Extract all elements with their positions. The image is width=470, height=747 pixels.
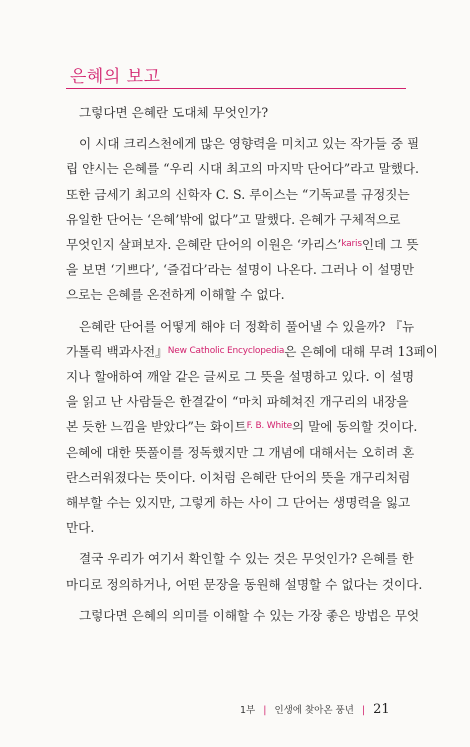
text-line-main: 무엇인지 살펴보자. 은혜란 단어의 이원은 ‘카리스’ — [66, 237, 342, 253]
original-term-note: New Catholic Encyclopedia — [167, 345, 285, 356]
text-line-main: 은혜란 단어를 어떻게 해야 더 정확히 풀어낼 수 있을까? 『뉴 — [79, 318, 415, 334]
page-number: 21 — [373, 702, 390, 717]
footer-part: 1부 — [240, 705, 256, 716]
text-line-main: 결국 우리가 여기서 확인할 수 있는 것은 무엇인가? 은혜를 한 — [79, 551, 414, 567]
body-text — [66, 100, 438, 628]
text-line — [66, 182, 410, 207]
text-line — [66, 440, 415, 465]
title-rule — [66, 88, 406, 89]
original-term-note: F. B. White — [246, 421, 292, 432]
text-line-main: 은혜에 대한 뜻풀이를 정독했지만 그 개념에 대해서는 오히려 혼 — [66, 444, 415, 460]
text-line — [66, 515, 406, 540]
text-line-main: 을 보면 ‘기쁘다’, ‘즐겁다’라는 설명이 나온다. 그러나 이 설명만 — [66, 262, 415, 278]
text-line-main: 유일한 단어는 ‘은혜’밖에 없다”고 말했다. 은혜가 구체적으로 — [66, 211, 401, 227]
text-line — [66, 207, 406, 232]
footer-separator: | — [263, 705, 267, 716]
text-line-continuation: 은 은혜에 대해 무려 13페이 — [284, 343, 438, 359]
text-line — [66, 414, 418, 439]
text-line-main: 본 듯한 느낌을 받았다”는 화이트 — [66, 419, 247, 435]
text-line — [66, 546, 414, 571]
text-line-main: 만다. — [66, 520, 95, 536]
text-line-main: 란스러워졌다는 뜻이다. 이처럼 은혜란 단어의 뜻을 개구리처럼 — [66, 469, 411, 485]
page-footer — [240, 702, 390, 717]
text-line — [66, 389, 409, 414]
text-line — [66, 232, 419, 257]
text-line-main: 그렇다면 은혜란 도대체 무엇인가? — [79, 105, 269, 120]
original-term-note: karis — [341, 239, 362, 250]
text-line — [66, 257, 415, 282]
text-line — [66, 572, 423, 597]
text-line-main: 또한 금세기 최고의 신학자 C. S. 루이스는 “기독교를 규정짓는 — [66, 186, 410, 202]
text-line — [66, 131, 420, 156]
text-line-main: 지나 할애하여 깨알 같은 글씨로 그 뜻을 설명하고 있다. 이 설명 — [66, 369, 415, 385]
section-title: 은혜의 보고 — [70, 67, 161, 87]
text-line — [66, 156, 420, 181]
text-line-main: 을 읽고 난 사람들은 한결같이 “마치 파헤쳐진 개구리의 내장을 — [66, 394, 409, 410]
text-line — [66, 339, 438, 364]
text-line — [66, 603, 420, 628]
text-line — [66, 100, 406, 125]
text-line-main: 마디로 정의하거나, 어떤 문장을 동원해 설명할 수 없다는 것이다. — [66, 576, 423, 592]
text-line — [66, 282, 406, 307]
text-line-continuation: 의 말에 동의할 것이다. — [291, 419, 418, 435]
text-line-main: 으로는 은혜를 온전하게 이해할 수 없다. — [66, 287, 285, 303]
text-line-main: 그렇다면 은혜의 의미를 이해할 수 있는 가장 좋은 방법은 무엇 — [79, 607, 420, 623]
text-line-main: 해부할 수는 있지만, 그렇게 하는 사이 그 단어는 생명력을 잃고 — [66, 495, 411, 511]
footer-separator: | — [361, 705, 366, 716]
text-line — [66, 314, 415, 339]
text-line — [66, 465, 411, 490]
text-line-main: 립 얀시는 은혜를 “우리 시대 최고의 마지막 단어다”라고 말했다. — [66, 161, 420, 177]
text-line — [66, 490, 411, 515]
text-line — [66, 364, 415, 389]
text-line-continuation: 인데 그 뜻 — [361, 237, 419, 253]
text-line-main: 가톨릭 백과사전』 — [66, 343, 168, 359]
footer-chapter: 인생에 찾아온 풍년 — [274, 705, 354, 716]
text-line-main: 이 시대 크리스천에게 많은 영향력을 미치고 있는 작가들 중 필 — [79, 136, 420, 152]
